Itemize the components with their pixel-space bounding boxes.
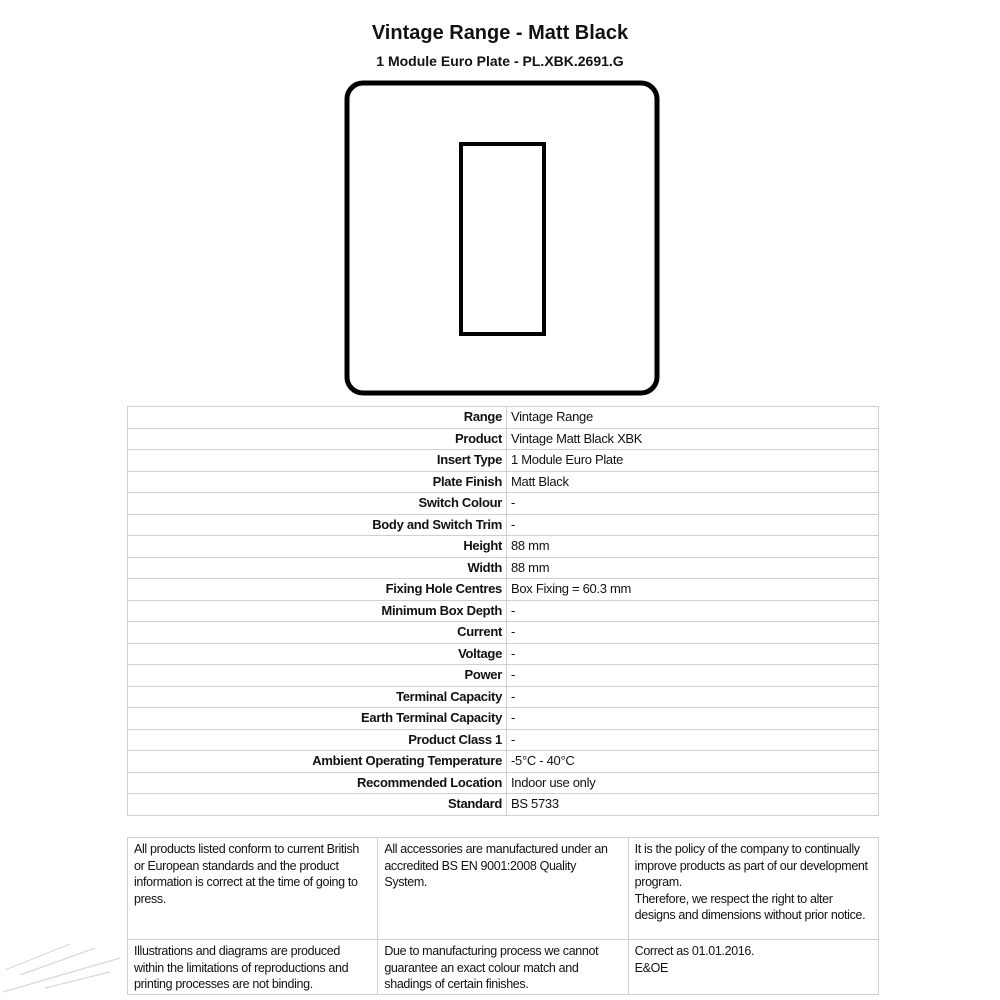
spec-row: [128, 428, 879, 450]
spec-label: Plate Finish: [128, 471, 507, 493]
page-title: Vintage Range - Matt Black: [371, 22, 629, 44]
notes-table: [127, 837, 879, 995]
spec-value: -5°C - 40°C: [507, 751, 879, 773]
spec-row: [128, 514, 879, 536]
spec-table-body: [128, 407, 879, 816]
note-eoe: E&OE: [634, 960, 668, 975]
notes-cell-colour: [378, 940, 628, 995]
spec-label: Insert Type: [128, 450, 507, 472]
spec-row: [128, 729, 879, 751]
spec-value: 88 mm: [507, 536, 879, 558]
spec-value: -: [507, 729, 879, 751]
spec-label: Current: [128, 622, 507, 644]
notes-cell-correct: [628, 940, 878, 995]
spec-label: Minimum Box Depth: [128, 600, 507, 622]
note-quality: All accessories are manufactured under an accredited BS EN 9001:2008 Quality System.: [384, 842, 608, 889]
notes-cell-policy: [628, 838, 878, 940]
spec-value: -: [507, 514, 879, 536]
spec-value: -: [507, 493, 879, 515]
spec-label: Width: [128, 557, 507, 579]
spec-value: BS 5733: [507, 794, 879, 816]
plate-outline: [347, 83, 657, 393]
notes-cell-standards: [128, 838, 378, 940]
spec-label: Voltage: [128, 643, 507, 665]
spec-value: -: [507, 600, 879, 622]
spec-row: [128, 557, 879, 579]
note-colour: Due to manufacturing process we cannot guarantee an exact colour match and shadings of certain finishes.: [384, 944, 599, 991]
note-policy-1: It is the policy of the company to continually improve products as part of our development program.: [634, 842, 868, 889]
notes-cell-quality: [378, 838, 628, 940]
notes-row: [128, 940, 879, 995]
note-standards: All products listed conform to current British or European standards and the product information is correct at the time of going to press.: [134, 842, 359, 906]
spec-row: [128, 772, 879, 794]
note-correct-as: Correct as 01.01.2016.: [634, 944, 755, 958]
spec-value: -: [507, 708, 879, 730]
euro-plate-drawing: [340, 78, 664, 400]
spec-value: Vintage Range: [507, 407, 879, 429]
spec-label: Product Class 1: [128, 729, 507, 751]
spec-value: -: [507, 686, 879, 708]
spec-label: Body and Switch Trim: [128, 514, 507, 536]
spec-row: [128, 450, 879, 472]
spec-row: [128, 708, 879, 730]
spec-row: [128, 579, 879, 601]
spec-label: Fixing Hole Centres: [128, 579, 507, 601]
spec-label: Switch Colour: [128, 493, 507, 515]
spec-row: [128, 665, 879, 687]
spec-row: [128, 751, 879, 773]
note-policy-2: Therefore, we respect the right to alter designs and dimensions without prior notice.: [634, 891, 866, 922]
spec-label: Power: [128, 665, 507, 687]
spec-row: [128, 686, 879, 708]
notes-row: [128, 838, 879, 940]
spec-label: Product: [128, 428, 507, 450]
spec-row: [128, 471, 879, 493]
pen-mark: [0, 930, 130, 1000]
spec-label: Recommended Location: [128, 772, 507, 794]
module-aperture: [461, 144, 544, 334]
spec-row: [128, 493, 879, 515]
spec-row: [128, 407, 879, 429]
spec-row: [128, 622, 879, 644]
spec-value: -: [507, 643, 879, 665]
spec-row: [128, 536, 879, 558]
spec-value: Vintage Matt Black XBK: [507, 428, 879, 450]
spec-row: [128, 600, 879, 622]
spec-value: 1 Module Euro Plate: [507, 450, 879, 472]
spec-label: Ambient Operating Temperature: [128, 751, 507, 773]
spec-value: Box Fixing = 60.3 mm: [507, 579, 879, 601]
spec-label: Height: [128, 536, 507, 558]
page-subtitle: 1 Module Euro Plate - PL.XBK.2691.G: [376, 53, 624, 69]
spec-value: -: [507, 665, 879, 687]
spec-label: Range: [128, 407, 507, 429]
spec-value: -: [507, 622, 879, 644]
spec-label: Standard: [128, 794, 507, 816]
spec-label: Terminal Capacity: [128, 686, 507, 708]
notes-cell-illustrations: [128, 940, 378, 995]
note-illustrations: Illustrations and diagrams are produced within the limitations of reproductions and printing processes are not binding.: [134, 944, 349, 991]
spec-value: 88 mm: [507, 557, 879, 579]
spec-row: [128, 643, 879, 665]
spec-table: [127, 406, 879, 816]
spec-label: Earth Terminal Capacity: [128, 708, 507, 730]
spec-value: Indoor use only: [507, 772, 879, 794]
spec-value: Matt Black: [507, 471, 879, 493]
spec-row: [128, 794, 879, 816]
